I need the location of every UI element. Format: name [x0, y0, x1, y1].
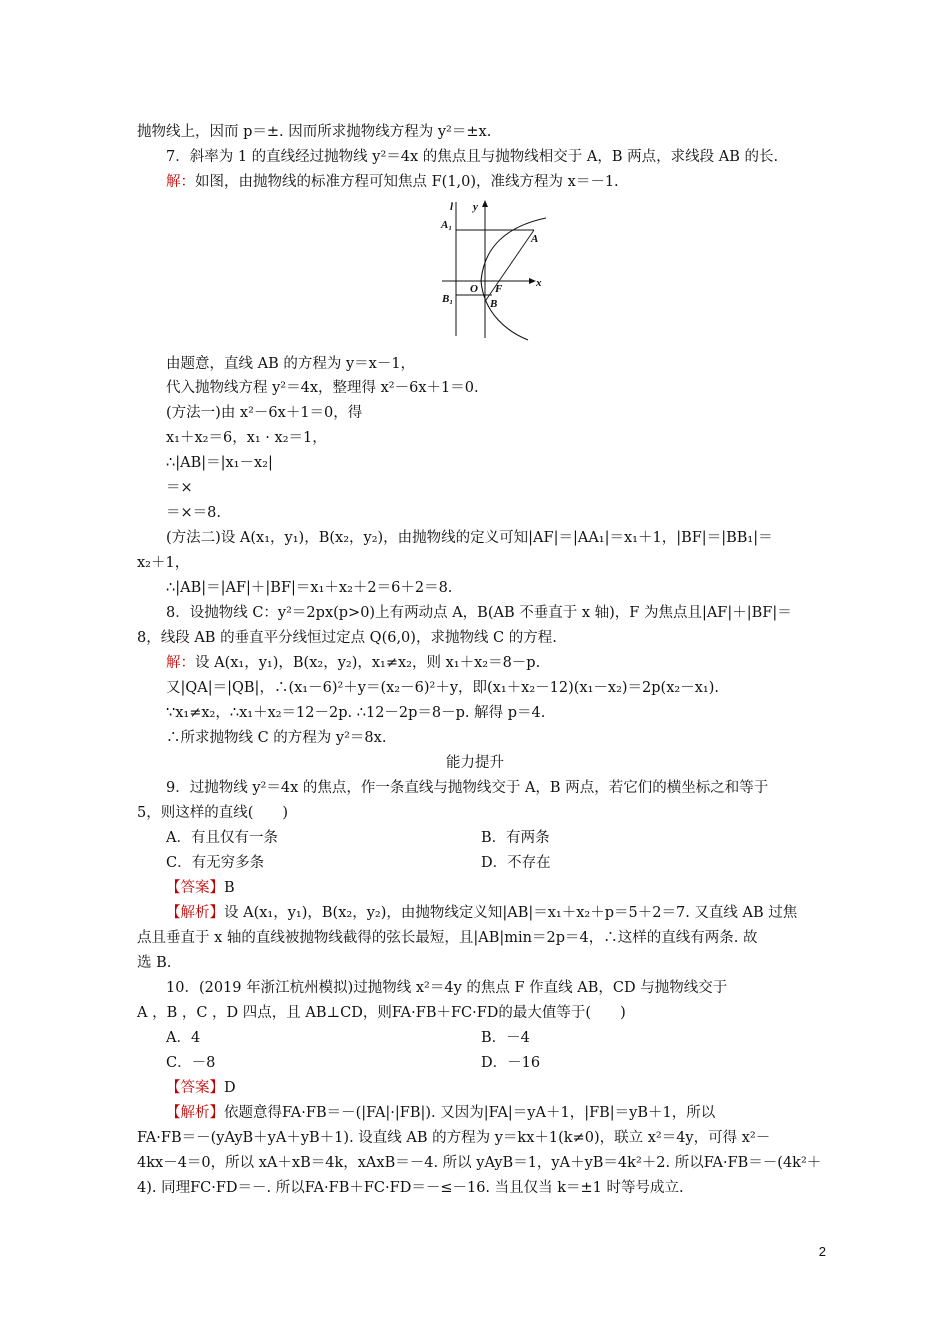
answer-value: B: [224, 880, 235, 896]
text-line: 选 B.: [137, 955, 172, 971]
option-d: D．不存在: [481, 855, 551, 871]
label-b: B: [490, 298, 498, 310]
section-heading: 能力提升: [446, 755, 504, 771]
label-a1: A₁: [441, 219, 453, 231]
text-line: 抛物线上，因而 p＝±. 因而所求抛物线方程为 y²＝±x.: [137, 124, 492, 140]
label-x: x: [536, 277, 542, 289]
y-axis-arrow: [482, 200, 488, 207]
text-line: (方法一)由 x²－6x＋1＝0，得: [166, 405, 363, 421]
text-line: 代入抛物线方程 y²＝4x，整理得 x²－6x＋1＝0.: [166, 380, 479, 396]
text-line: ＝×＝8.: [166, 505, 221, 521]
parabola-figure: [428, 196, 548, 346]
x-axis-arrow: [529, 278, 536, 284]
problem-8: 8．设抛物线 C：y²＝2px(p>0)上有两动点 A，B(AB 不垂直于 x 轴)，F 为焦点且|AF|＋|BF|＝: [166, 605, 792, 621]
text-line: (方法二)设 A(x₁，y₁)，B(x₂，y₂)，由抛物线的定义可知|AF|＝|AA₁|＝x₁＋1，|BF|＝|BB₁|＝: [166, 530, 773, 546]
parabola-diagram: [428, 196, 548, 342]
label-b1: B₁: [442, 293, 454, 305]
label-f: F: [495, 283, 503, 295]
answer-9: [166, 878, 235, 898]
problem-10: 10．(2019 年浙江杭州模拟)过抛物线 x²＝4y 的焦点 F 作直线 AB，CD 与抛物线交于: [166, 980, 728, 996]
explanation-text: 设 A(x₁，y₁)，B(x₂，y₂)，由抛物线定义知|AB|＝x₁＋x₂＋p＝5＋2＝7. 又直线 AB 过焦: [224, 905, 798, 921]
answer-tag: 【答案】: [166, 880, 224, 896]
text-line: ∴|AB|＝|x₁－x₂|: [166, 455, 273, 471]
text-line: 4kx－4＝0，所以 xA＋xB＝4k，xAxB＝－4. 所以 yAyB＝1，yA＋yB＝4k²＋2. 所以FA·FB＝－(4k²＋: [137, 1155, 822, 1171]
option-c: C．－8: [166, 1055, 216, 1071]
explanation-9: [166, 903, 797, 923]
solution-tag: 解：: [166, 655, 195, 671]
text-line: 5，则这样的直线( ): [137, 805, 289, 821]
option-d: D．－16: [481, 1055, 541, 1071]
explanation-10: [166, 1103, 715, 1123]
label-y: y: [473, 201, 478, 213]
solution-7: [166, 172, 619, 192]
text-line: x₁＋x₂＝6，x₁ · x₂＝1，: [166, 430, 327, 446]
text-line: 4). 同理FC·FD＝－. 所以FA·FB＋FC·FD＝－≤－16. 当且仅当 k＝±1 时等号成立.: [137, 1180, 684, 1196]
text-line: ∴所求抛物线 C 的方程为 y²＝8x.: [166, 730, 387, 746]
text-line: ∵x₁≠x₂，∴x₁＋x₂＝12－2p. ∴12－2p＝8－p. 解得 p＝4.: [166, 705, 546, 721]
problem-9: 9．过抛物线 y²＝4x 的焦点，作一条直线与抛物线交于 A，B 两点，若它们的横坐标之和等于: [166, 780, 769, 796]
solution-8: [166, 653, 540, 673]
text-line: ∴|AB|＝|AF|＋|BF|＝x₁＋x₂＋2＝6＋2＝8.: [166, 580, 453, 596]
text-line: FA·FB＝－(yAyB＋yA＋yB＋1). 设直线 AB 的方程为 y＝kx＋1(k≠0)，联立 x²＝4y，可得 x²－: [137, 1130, 771, 1146]
option-c: C．有无穷多条: [166, 855, 265, 871]
text-line: A ，B ，C ，D 四点，且 AB⊥CD，则FA·FB＋FC·FD的最大值等于( ): [137, 1005, 626, 1021]
solution-text: 如图，由抛物线的标准方程可知焦点 F(1,0)，准线方程为 x＝－1.: [195, 174, 619, 190]
option-a: A．4: [166, 1030, 201, 1046]
option-b: B．有两条: [481, 830, 550, 846]
problem-7: 7．斜率为 1 的直线经过抛物线 y²＝4x 的焦点且与抛物线相交于 A，B 两点，求线段 AB 的长.: [166, 149, 779, 165]
text-line: ＝×: [166, 480, 193, 496]
explanation-tag: 【解析】: [166, 905, 224, 921]
chord-ab: [486, 230, 534, 300]
page-number: 2: [818, 1244, 826, 1259]
text-line: 点且垂直于 x 轴的直线被抛物线截得的弦长最短，且|AB|min＝2p＝4，∴这样的直线有两条. 故: [137, 930, 758, 946]
solution-tag: 解：: [166, 174, 195, 190]
text-line: 又|QA|＝|QB|，∴(x₁－6)²＋y＝(x₂－6)²＋y，即(x₁＋x₂－12)(x₁－x₂)＝2p(x₂－x₁).: [166, 680, 719, 696]
text-line: 由题意，直线 AB 的方程为 y＝x－1，: [166, 356, 416, 372]
label-o: O: [470, 283, 478, 295]
answer-value: D: [224, 1080, 236, 1096]
answer-tag: 【答案】: [166, 1080, 224, 1096]
answer-10: [166, 1078, 236, 1098]
text-line: x₂＋1，: [137, 555, 190, 571]
solution-text: 设 A(x₁，y₁)，B(x₂，y₂)，x₁≠x₂，则 x₁＋x₂＝8－p.: [195, 655, 541, 671]
label-a: A: [531, 233, 539, 245]
option-b: B．－4: [481, 1030, 530, 1046]
option-a: A．有且仅有一条: [166, 830, 278, 846]
explanation-text: 依题意得FA·FB＝－(|FA|·|FB|). 又因为|FA|＝yA＋1，|FB|＝yB＋1，所以: [224, 1105, 716, 1121]
label-l: l: [450, 201, 454, 213]
text-line: 8，线段 AB 的垂直平分线恒过定点 Q(6,0)，求抛物线 C 的方程.: [137, 630, 557, 646]
explanation-tag: 【解析】: [166, 1105, 224, 1121]
